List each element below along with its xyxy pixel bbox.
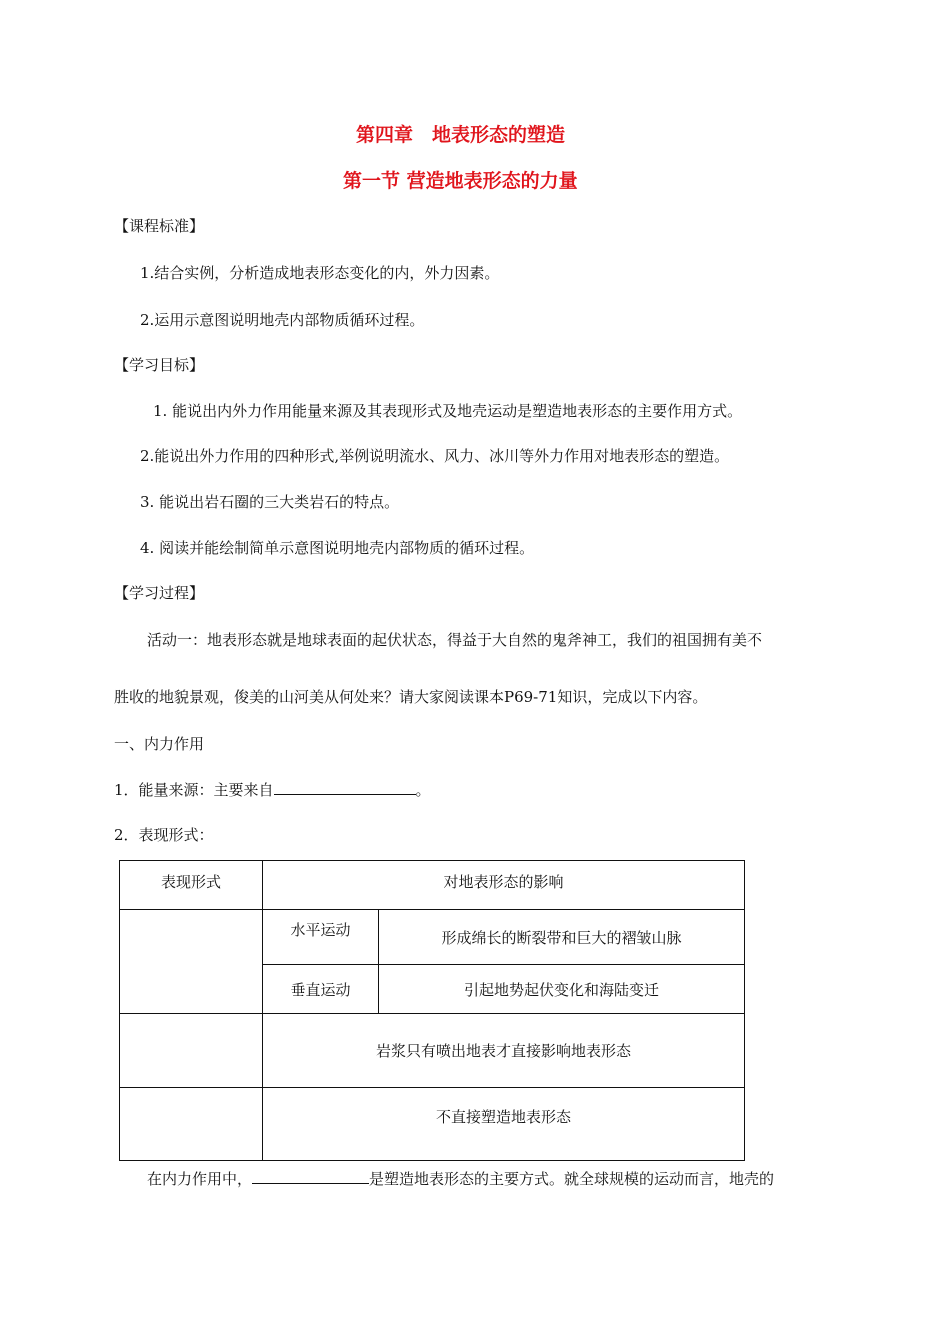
- process-heading: 【学习过程】: [114, 584, 205, 602]
- activity-text: 胜收的地貌景观，俊美的山河美从何处来？请大家阅读课本P69-71知识，完成以下内容。: [114, 688, 708, 706]
- horizontal-movement-label: 水平运动: [263, 910, 379, 965]
- objective-item: 4. 阅读并能绘制简单示意图说明地壳内部物质的循环过程。: [140, 539, 535, 557]
- indirect-effect: 不直接塑造地表形态: [263, 1088, 745, 1161]
- answer-blank[interactable]: [252, 1169, 369, 1184]
- curriculum-item: 2.运用示意图说明地壳内部物质循环过程。: [140, 311, 425, 329]
- objective-item: 3. 能说出岩石圈的三大类岩石的特点。: [140, 493, 400, 511]
- question-energy-source: [114, 779, 431, 800]
- part-heading: 一、内力作用: [114, 735, 205, 753]
- closing-suffix: 是塑造地表形态的主要方式。就全球规模的运动而言，地壳的: [369, 1170, 775, 1188]
- question-text: 1．能量来源：主要来自: [114, 781, 274, 799]
- table-header-form: 表现形式: [120, 861, 263, 910]
- answer-blank[interactable]: [274, 780, 416, 795]
- vertical-movement-effect: 引起地势起伏变化和海陆变迁: [379, 965, 745, 1014]
- activity-text: 活动一：地表形态就是地球表面的起伏状态，得益于大自然的鬼斧神工，我们的祖国拥有美不: [147, 631, 763, 649]
- objectives-heading: 【学习目标】: [114, 356, 205, 374]
- objective-item: 1. 能说出内外力作用能量来源及其表现形式及地壳运动是塑造地表形态的主要作用方式。: [153, 402, 743, 420]
- curriculum-item: 1.结合实例，分析造成地表形态变化的内，外力因素。: [140, 264, 500, 282]
- magma-effect: 岩浆只有喷出地表才直接影响地表形态: [263, 1014, 745, 1088]
- closing-prefix: 在内力作用中，: [147, 1170, 253, 1188]
- section-title: 第一节 营造地表形态的力量: [343, 170, 578, 192]
- curriculum-heading: 【课程标准】: [114, 217, 205, 235]
- vertical-movement-label: 垂直运动: [263, 965, 379, 1014]
- answer-cell[interactable]: [120, 1088, 263, 1161]
- closing-text: [147, 1168, 774, 1189]
- answer-cell[interactable]: [120, 1014, 263, 1088]
- horizontal-movement-effect: 形成绵长的断裂带和巨大的褶皱山脉: [379, 910, 745, 965]
- objective-item: 2.能说出外力作用的四种形式,举例说明流水、风力、冰川等外力作用对地表形态的塑造。: [140, 447, 730, 465]
- question-forms: 2．表现形式：: [114, 826, 214, 844]
- chapter-title: 第四章 地表形态的塑造: [356, 124, 566, 146]
- question-end: 。: [415, 781, 431, 799]
- answer-cell[interactable]: [120, 910, 263, 1014]
- forms-table: [119, 860, 745, 1161]
- table-header-effect: 对地表形态的影响: [263, 861, 745, 910]
